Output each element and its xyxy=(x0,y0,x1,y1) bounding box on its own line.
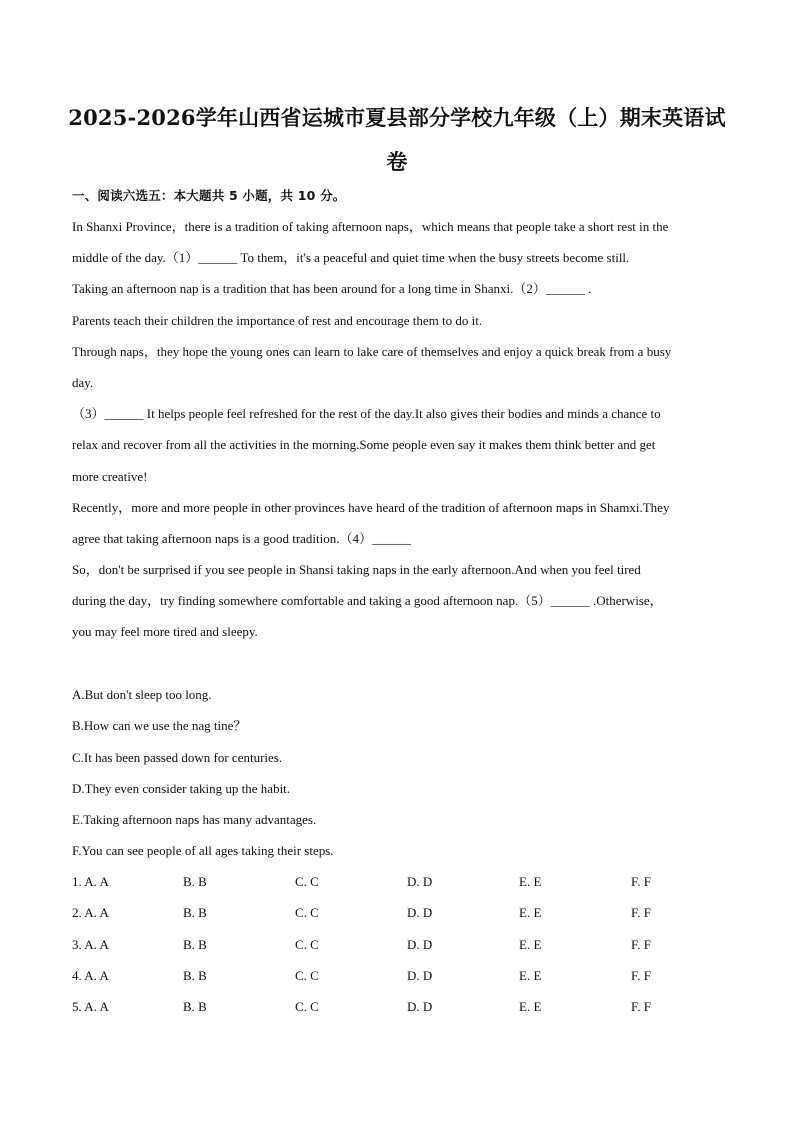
reading-passage xyxy=(72,211,722,648)
question-4-choice-b[interactable]: B. B xyxy=(183,967,207,983)
section-heading: 一、阅读六选五：本大题共 5 小题，共 10 分。 xyxy=(72,188,346,203)
passage-line: Taking an afternoon nap is a tradition that has been around for a long time in Shanxi.（2）______ . xyxy=(72,281,592,297)
passage-line: （3）______ It helps people feel refreshed for the rest of the day.It also gives their bodies and minds a chance to xyxy=(72,406,661,422)
option-e: E.Taking afternoon naps has many advantages. xyxy=(72,812,317,828)
answer-row-3 xyxy=(72,929,732,960)
question-2-choice-b[interactable]: B. B xyxy=(183,905,207,921)
answer-row-2 xyxy=(72,897,732,928)
passage-line: day. xyxy=(72,374,94,390)
answer-row-1 xyxy=(72,866,732,897)
question-3-choice-d[interactable]: D. D xyxy=(407,936,433,952)
question-5-choice-c[interactable]: C. C xyxy=(295,999,319,1015)
question-2-choice-e[interactable]: E. E xyxy=(519,905,542,921)
question-1-choice-f[interactable]: F. F xyxy=(631,874,651,889)
question-4-choice-a[interactable]: 4. A. A xyxy=(72,967,109,983)
title-line-1: 2025-2026学年山西省运城市夏县部分学校九年级（上）期末英语试 xyxy=(68,105,726,130)
question-3-choice-e[interactable]: E. E xyxy=(519,936,542,952)
passage-line: middle of the day.（1）______ To them，it's a peaceful and quiet time when the busy streets become still. xyxy=(72,250,630,266)
option-b: B.How can we use the nag tine？ xyxy=(72,718,247,734)
question-2-choice-a[interactable]: 2. A. A xyxy=(72,905,109,921)
question-2-choice-c[interactable]: C. C xyxy=(295,905,319,921)
question-3-choice-c[interactable]: C. C xyxy=(295,936,319,952)
option-list xyxy=(72,679,334,867)
question-2-choice-f[interactable]: F. F xyxy=(631,905,651,921)
question-1-choice-a[interactable]: 1. A. A xyxy=(72,874,109,889)
question-1-choice-c[interactable]: C. C xyxy=(295,874,319,889)
option-f: F.You can see people of all ages taking their steps. xyxy=(72,843,334,859)
question-3-choice-f[interactable]: F. F xyxy=(631,936,651,952)
answer-grid xyxy=(72,866,732,1022)
option-c: C.It has been passed down for centuries. xyxy=(72,749,283,765)
passage-line: In Shanxi Province，there is a tradition of taking afternoon naps，which means that people take a short rest in the xyxy=(72,219,669,234)
question-1-choice-d[interactable]: D. D xyxy=(407,874,433,889)
title-line-2: 卷 xyxy=(386,149,408,174)
question-3-choice-a[interactable]: 3. A. A xyxy=(72,936,109,952)
passage-line: more creative! xyxy=(72,468,148,484)
question-5-choice-d[interactable]: D. D xyxy=(407,999,433,1015)
question-3-choice-b[interactable]: B. B xyxy=(183,936,207,952)
question-5-choice-f[interactable]: F. F xyxy=(631,999,651,1015)
question-4-choice-e[interactable]: E. E xyxy=(519,967,542,983)
passage-line: Recently，more and more people in other provinces have heard of the tradition of afternoon maps in Shamxi.They xyxy=(72,499,670,515)
passage-line: you may feel more tired and sleepy. xyxy=(72,624,258,640)
answer-row-5 xyxy=(72,991,732,1022)
passage-line: Parents teach their children the importance of rest and encourage them to do it. xyxy=(72,312,483,328)
page-title xyxy=(60,96,734,184)
passage-line: during the day，try finding somewhere comfortable and taking a good afternoon nap.（5）______ .Otherwise， xyxy=(72,593,663,609)
answer-row-4 xyxy=(72,960,732,991)
question-4-choice-d[interactable]: D. D xyxy=(407,967,433,983)
question-1-choice-e[interactable]: E. E xyxy=(519,874,542,889)
question-4-choice-f[interactable]: F. F xyxy=(631,967,651,983)
option-a: A.But don't sleep too long. xyxy=(72,687,212,702)
passage-line: relax and recover from all the activities in the morning.Some people even say it makes them think better and get xyxy=(72,437,656,453)
passage-line: agree that taking afternoon naps is a good tradition.（4）______ xyxy=(72,530,412,546)
question-5-choice-e[interactable]: E. E xyxy=(519,999,542,1015)
question-5-choice-a[interactable]: 5. A. A xyxy=(72,999,109,1015)
question-2-choice-d[interactable]: D. D xyxy=(407,905,433,921)
passage-line: So，don't be surprised if you see people in Shansi taking naps in the early afternoon.And when you feel tired xyxy=(72,562,641,578)
option-d: D.They even consider taking up the habit. xyxy=(72,780,291,796)
question-5-choice-b[interactable]: B. B xyxy=(183,999,207,1015)
passage-line: Through naps，they hope the young ones can learn to lake care of themselves and enjoy a quick break from a busy xyxy=(72,343,672,359)
question-1-choice-b[interactable]: B. B xyxy=(183,874,207,889)
question-4-choice-c[interactable]: C. C xyxy=(295,967,319,983)
